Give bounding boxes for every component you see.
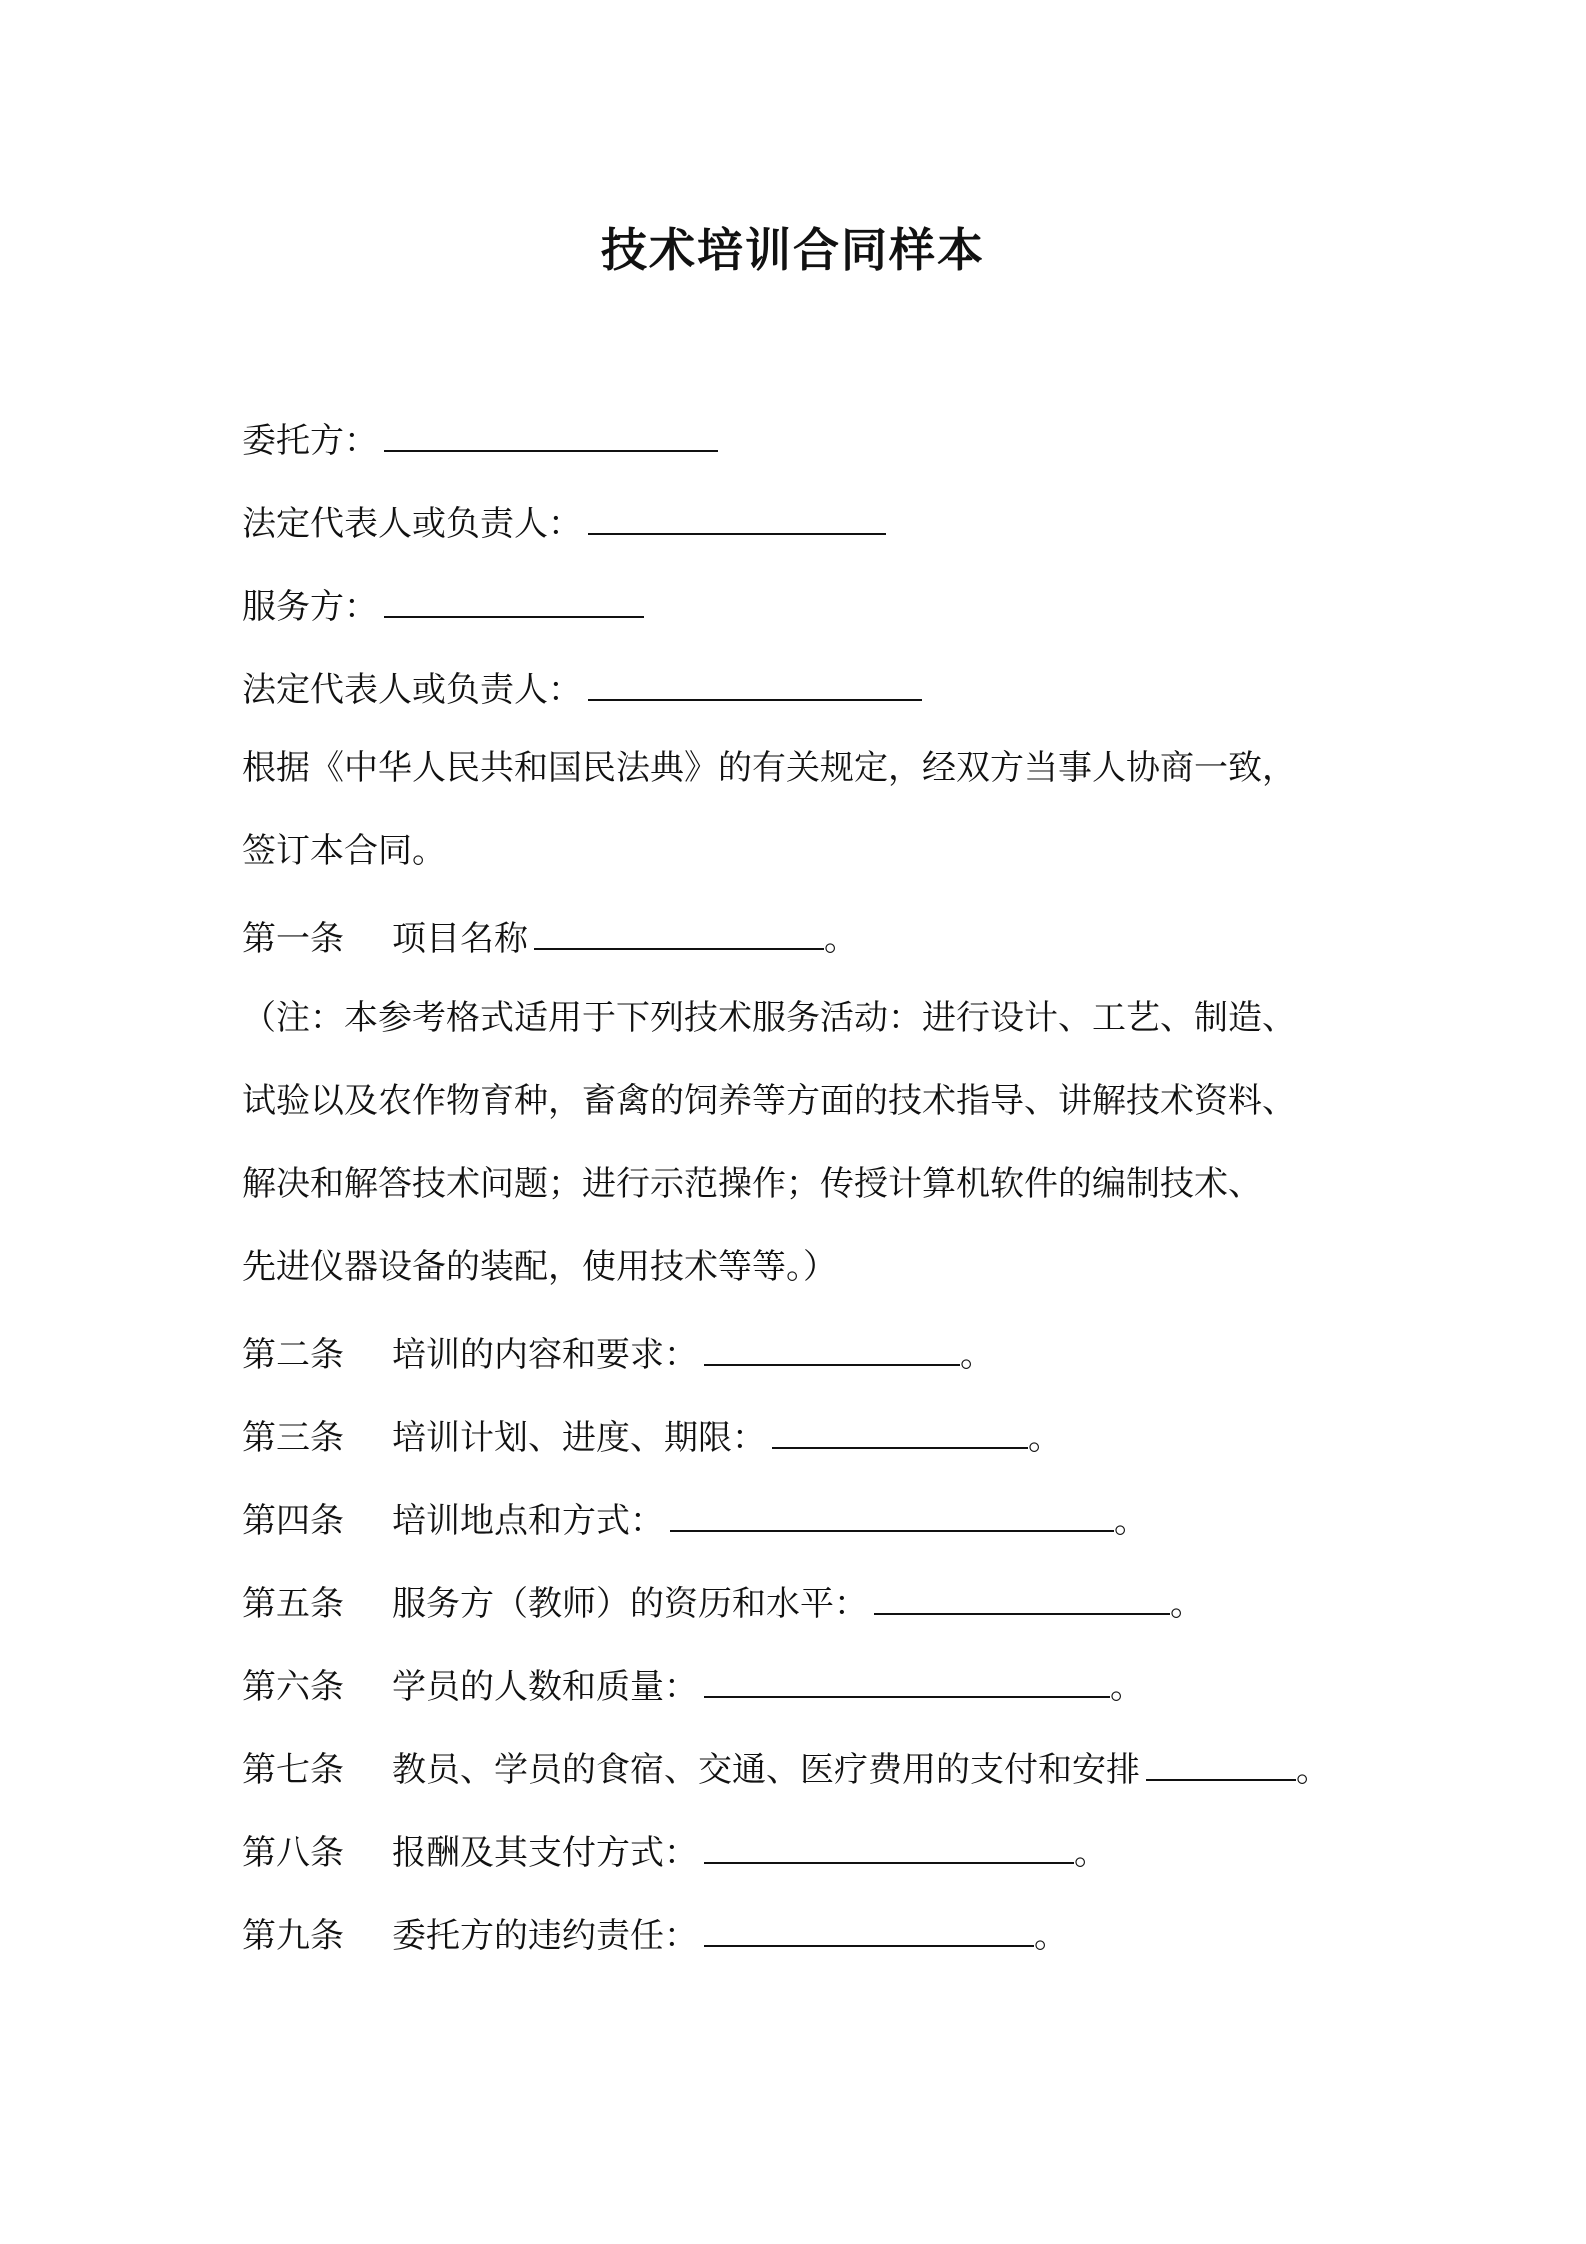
article-number: 第七条	[242, 1750, 344, 1790]
article-text: 服务方（教师）的资历和水平：	[392, 1584, 868, 1624]
article-6-blank[interactable]	[704, 1660, 1110, 1698]
article-text: 培训地点和方式：	[392, 1501, 664, 1541]
provider-rep-line	[242, 663, 922, 712]
article-8-blank[interactable]	[704, 1826, 1074, 1864]
preamble-line-2: 签订本合同。	[242, 831, 446, 871]
preamble-line-1: 根据《中华人民共和国民法典》的有关规定，经双方当事人协商一致，	[242, 748, 1296, 788]
article-4-blank[interactable]	[670, 1494, 1114, 1532]
article-6	[242, 1660, 1144, 1709]
client-label: 委托方：	[242, 421, 378, 461]
article-suffix: 。	[1074, 1833, 1108, 1873]
article-number: 第三条	[242, 1418, 344, 1458]
client-rep-label: 法定代表人或负责人：	[242, 504, 582, 544]
provider-blank[interactable]	[384, 580, 644, 618]
client-blank[interactable]	[384, 414, 718, 452]
article-suffix: 。	[1296, 1750, 1330, 1790]
article-suffix: 。	[1114, 1501, 1148, 1541]
article-2	[242, 1328, 994, 1377]
article-5-blank[interactable]	[874, 1577, 1170, 1615]
article-number: 第二条	[242, 1335, 344, 1375]
article-text: 培训的内容和要求：	[392, 1335, 698, 1375]
article-3	[242, 1411, 1062, 1460]
article-3-blank[interactable]	[772, 1411, 1028, 1449]
article-suffix: 。	[960, 1335, 994, 1375]
provider-label: 服务方：	[242, 587, 378, 627]
article-5	[242, 1577, 1204, 1626]
article-1	[242, 912, 858, 961]
article-text: 委托方的违约责任：	[392, 1916, 698, 1956]
note-line-1: （注：本参考格式适用于下列技术服务活动：进行设计、工艺、制造、	[242, 998, 1296, 1038]
article-1-blank[interactable]	[534, 912, 824, 950]
article-suffix: 。	[1170, 1584, 1204, 1624]
article-number: 第八条	[242, 1833, 344, 1873]
provider-rep-label: 法定代表人或负责人：	[242, 670, 582, 710]
article-text: 报酬及其支付方式：	[392, 1833, 698, 1873]
article-number: 第九条	[242, 1916, 344, 1956]
client-rep-line	[242, 497, 886, 546]
provider-rep-blank[interactable]	[588, 663, 922, 701]
article-number: 第六条	[242, 1667, 344, 1707]
article-text: 培训计划、进度、期限：	[392, 1418, 766, 1458]
article-text: 学员的人数和质量：	[392, 1667, 698, 1707]
article-text: 教员、学员的食宿、交通、医疗费用的支付和安排	[392, 1750, 1140, 1790]
provider-line	[242, 580, 644, 629]
article-9	[242, 1909, 1068, 1958]
article-suffix: 。	[1110, 1667, 1144, 1707]
article-7	[242, 1743, 1330, 1792]
note-line-4: 先进仪器设备的装配，使用技术等等。）	[242, 1247, 837, 1287]
client-rep-blank[interactable]	[588, 497, 886, 535]
note-line-2: 试验以及农作物育种，畜禽的饲养等方面的技术指导、讲解技术资料、	[242, 1081, 1296, 1121]
article-text: 项目名称	[392, 919, 528, 959]
article-7-blank[interactable]	[1146, 1743, 1296, 1781]
article-4	[242, 1494, 1148, 1543]
article-number: 第四条	[242, 1501, 344, 1541]
article-8	[242, 1826, 1108, 1875]
article-number: 第五条	[242, 1584, 344, 1624]
client-line	[242, 414, 718, 463]
article-suffix: 。	[1028, 1418, 1062, 1458]
document-title: 技术培训合同样本	[601, 223, 985, 277]
article-number: 第一条	[242, 919, 344, 959]
note-line-3: 解决和解答技术问题；进行示范操作；传授计算机软件的编制技术、	[242, 1164, 1262, 1204]
article-suffix: 。	[824, 919, 858, 959]
article-2-blank[interactable]	[704, 1328, 960, 1366]
article-suffix: 。	[1034, 1916, 1068, 1956]
article-9-blank[interactable]	[704, 1909, 1034, 1947]
